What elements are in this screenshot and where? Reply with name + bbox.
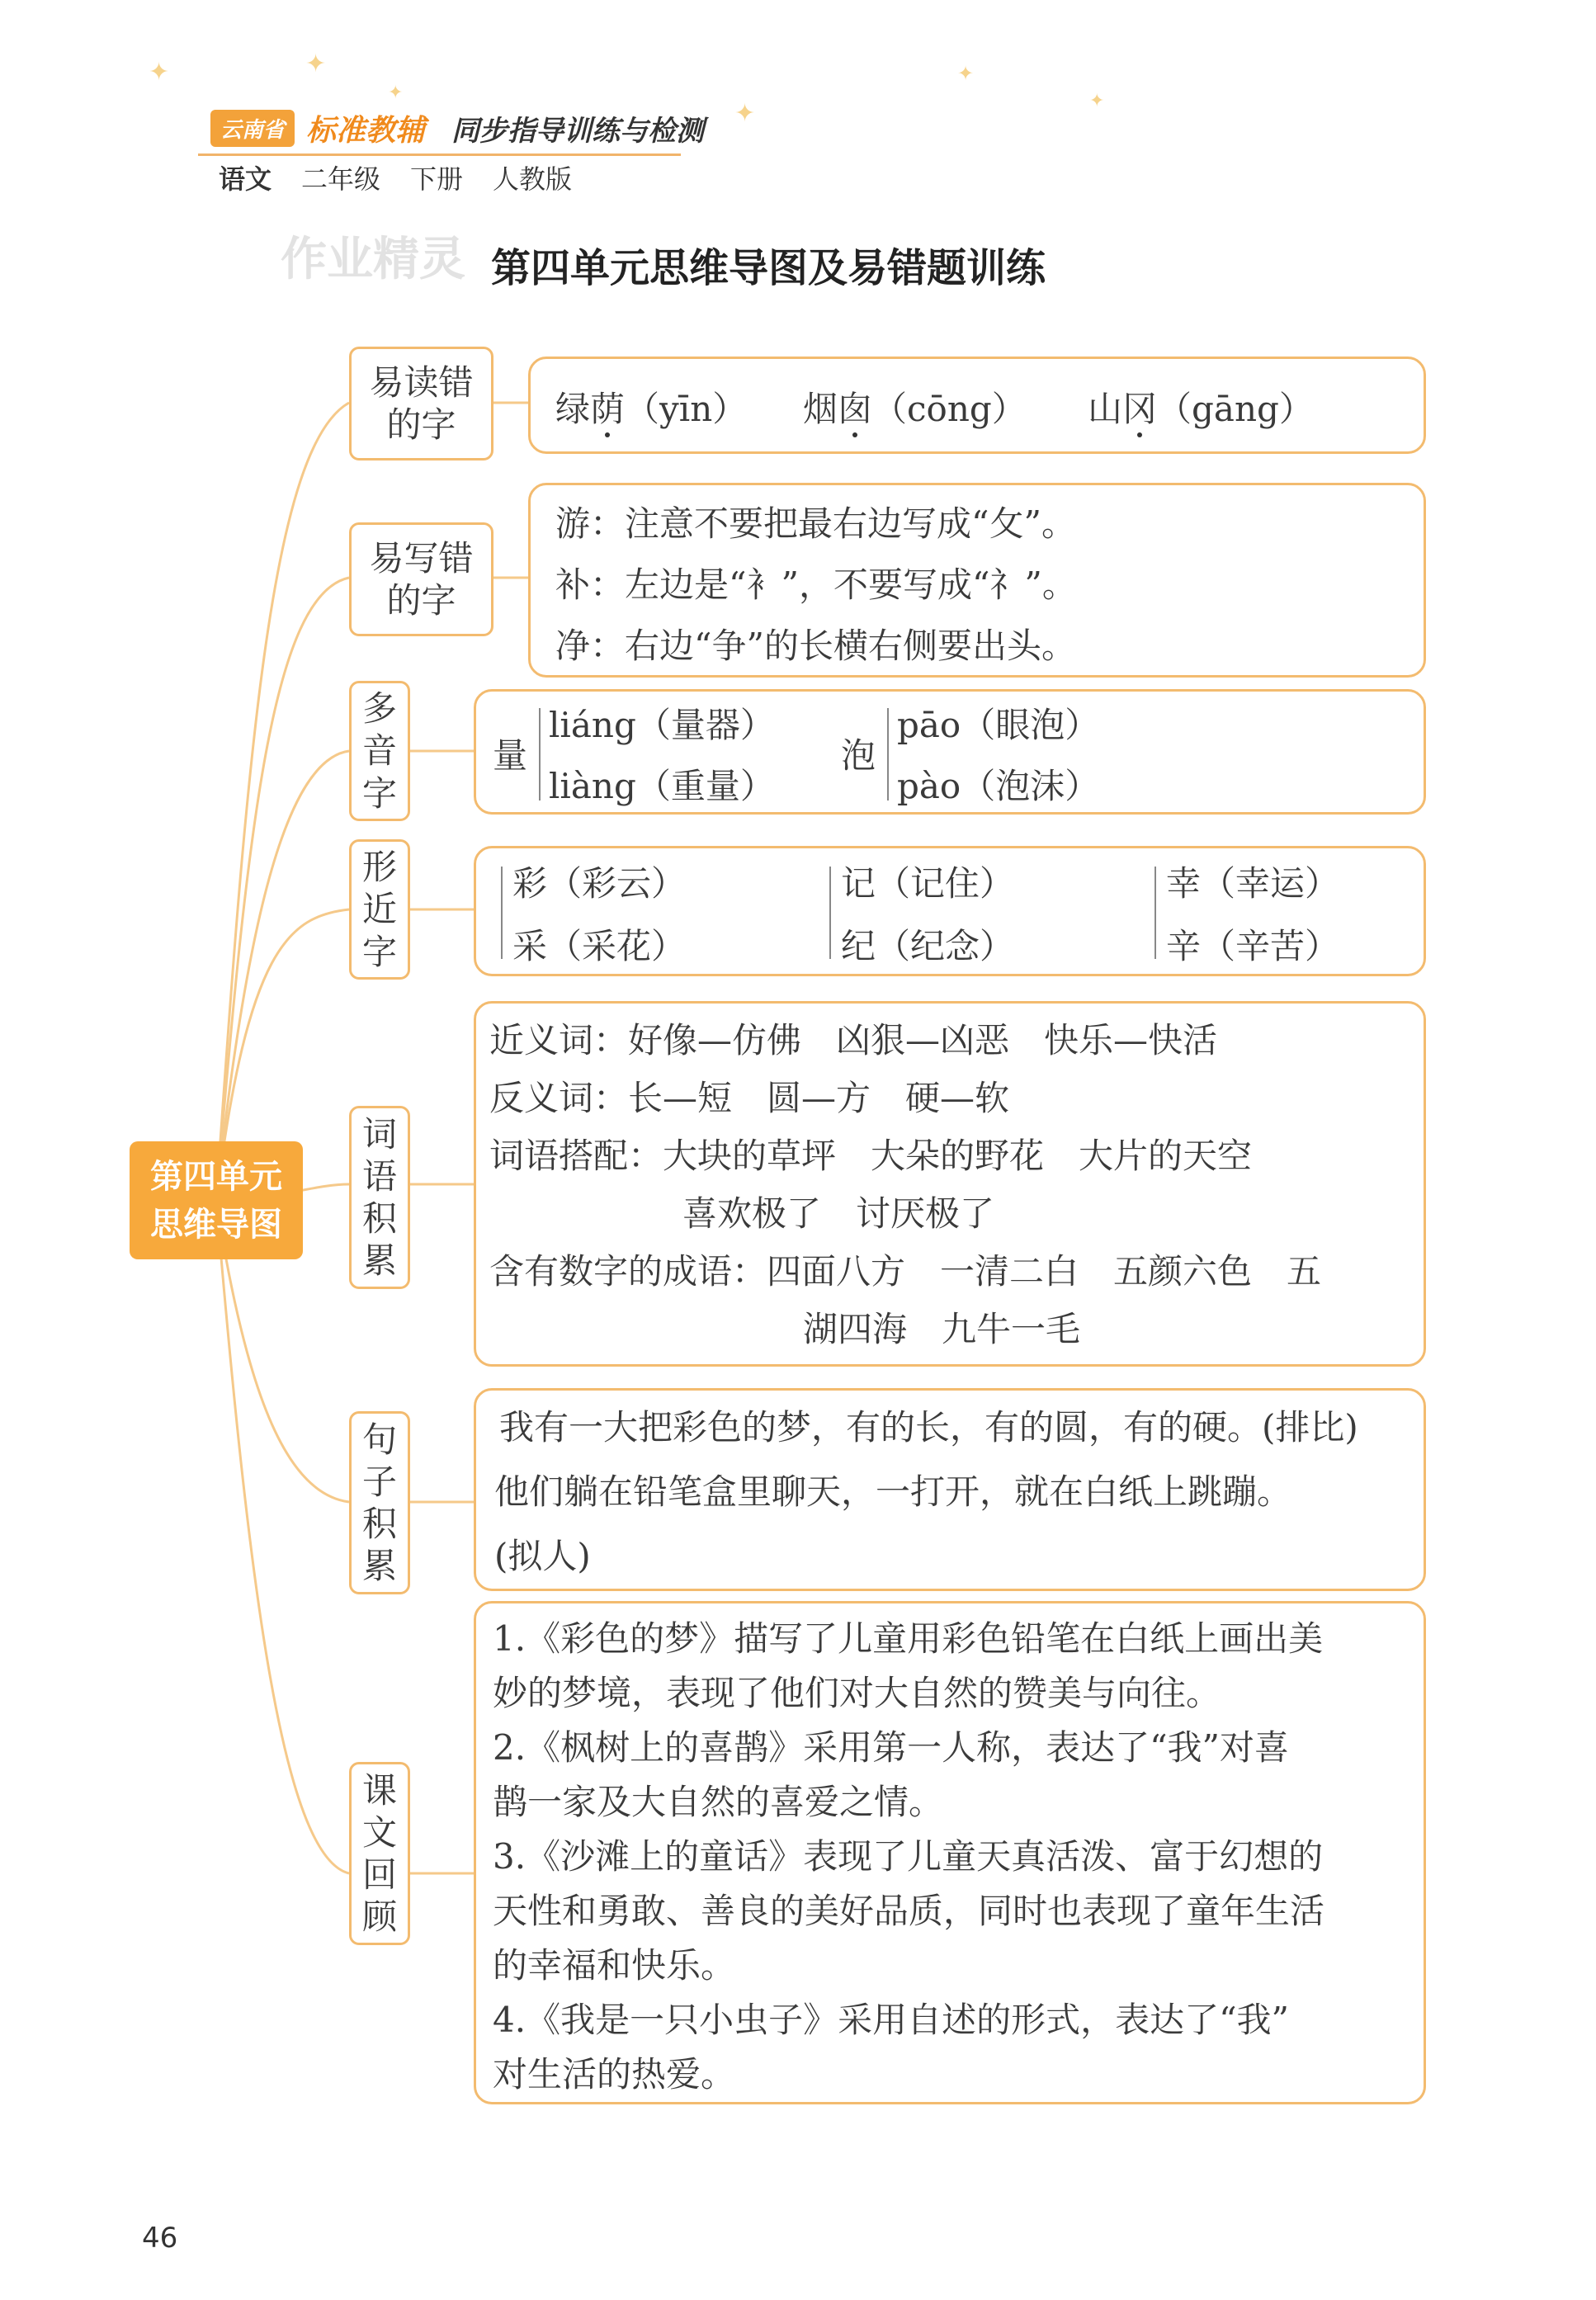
- branch-label: 文: [361, 1811, 397, 1853]
- similar-shape-box: [474, 846, 1426, 976]
- sentence-line: 我有一大把彩色的梦，有的长，有的圆，有的硬。(排比): [499, 1407, 1358, 1448]
- vocabulary-line: 湖四海 九牛一毛: [803, 1309, 1081, 1349]
- review-line: 妙的梦境，表现了他们对大自然的赞美与向往。: [493, 1673, 1221, 1713]
- vocabulary-line: 近义词：好像—仿佛 凶狠—凶恶 快乐—快活: [489, 1020, 1218, 1060]
- char-emphasis: 荫: [590, 389, 626, 429]
- mindmap-root: [130, 1141, 303, 1259]
- branch-label: 多: [361, 688, 397, 730]
- branch-label: 易写错: [369, 537, 474, 579]
- branch-label: 顾: [361, 1896, 397, 1938]
- branch-similar-shape: [349, 839, 410, 980]
- polyphonic-reading: liàng（重量）: [549, 766, 775, 806]
- branch-review: [349, 1762, 410, 1945]
- bracket-divider: [539, 708, 541, 801]
- sparkle-icon: ✦: [305, 50, 327, 78]
- branch-label: 近: [361, 889, 397, 930]
- brand-badge: 云南省: [210, 110, 295, 147]
- sparkle-icon: ✦: [149, 58, 170, 87]
- branch-label: 字: [361, 772, 397, 814]
- branch-easy-miswrite: [349, 522, 493, 636]
- similar-char: 记（记住）: [841, 863, 1015, 904]
- review-line: 1.《彩色的梦》描写了儿童用彩色铅笔在白纸上画出美: [493, 1618, 1324, 1659]
- polyphonic-char: 泡: [841, 735, 876, 776]
- bracket-divider: [829, 867, 831, 959]
- branch-easy-misread: [349, 347, 493, 460]
- vocabulary-line: 反义词：长—短 圆—方 硬—软: [489, 1078, 1010, 1118]
- edition: 人教版: [493, 163, 573, 195]
- root-label-line2: 思维导图: [150, 1205, 282, 1244]
- misread-box: [528, 357, 1426, 454]
- similar-char: 采（采花）: [512, 926, 687, 966]
- branch-label: 子: [361, 1461, 397, 1502]
- sentences-box: [474, 1388, 1426, 1591]
- page-title: 第四单元思维导图及易错题训练: [491, 245, 1046, 291]
- review-line: 鹊一家及大自然的喜爱之情。: [493, 1782, 944, 1822]
- vocabulary-line: 含有数字的成语：四面八方 一清二白 五颜六色 五: [489, 1251, 1322, 1292]
- bracket-divider: [501, 867, 503, 959]
- branch-label: 易读错: [369, 361, 474, 403]
- sparkle-icon: ✦: [957, 62, 975, 85]
- brand-name: 标准教辅: [306, 113, 426, 148]
- miswrite-line: 游：注意不要把最右边写成“攵”。: [555, 503, 1076, 544]
- review-line: 2.《枫树上的喜鹊》采用第一人称，表达了“我”对喜: [493, 1727, 1290, 1768]
- misread-item: [555, 382, 747, 432]
- branch-label: 的字: [386, 580, 456, 621]
- branch-label: 字: [361, 931, 397, 972]
- miswrite-line: 补：左边是“衤”，不要写成“礻”。: [555, 564, 1077, 605]
- char-emphasis: 冈: [1122, 389, 1158, 429]
- bracket-divider: [1155, 867, 1156, 959]
- connector-line: [216, 578, 349, 1201]
- polyphonic-char: 量: [493, 735, 528, 776]
- review-line: 的幸福和快乐。: [493, 1945, 736, 1986]
- series-title: 同步指导训练与检测: [451, 114, 705, 148]
- branch-label: 词: [361, 1113, 397, 1155]
- char-emphasis: 囱: [838, 389, 873, 429]
- polyphonic-reading: pāo（眼泡）: [897, 705, 1100, 745]
- volume: 下册: [410, 163, 464, 195]
- miswrite-box: [528, 483, 1426, 678]
- review-line: 对生活的热爱。: [493, 2054, 736, 2095]
- pinyin: （gāng）: [1157, 389, 1314, 429]
- branch-polyphonic: [349, 681, 410, 821]
- branch-label: 音: [361, 730, 397, 772]
- branch-label: 积: [361, 1504, 397, 1544]
- subject: 语文: [219, 163, 272, 195]
- polyphonic-reading: liáng（量器）: [549, 705, 775, 745]
- miswrite-line: 净：右边“争”的长横右侧要出头。: [555, 626, 1076, 666]
- branch-vocabulary: [349, 1106, 410, 1289]
- polyphonic-reading: pào（泡沫）: [897, 766, 1100, 806]
- branch-label: 语: [361, 1155, 397, 1197]
- branch-label: 课: [361, 1769, 397, 1811]
- review-line: 4.《我是一只小虫子》采用自述的形式，表达了“我”: [493, 2000, 1290, 2040]
- branch-sentences: [349, 1411, 410, 1594]
- watermark-stamp: 作业精灵: [281, 233, 465, 286]
- polyphonic-box: [474, 689, 1426, 815]
- pinyin: （cōng）: [872, 389, 1027, 429]
- review-line: 3.《沙滩上的童话》表现了儿童天真活泼、富于幻想的: [493, 1836, 1324, 1877]
- bracket-divider: [887, 708, 889, 801]
- similar-char: 纪（纪念）: [841, 926, 1015, 966]
- page-number: 46: [142, 2222, 178, 2255]
- char: 山: [1088, 389, 1123, 429]
- misread-item: [1088, 382, 1314, 432]
- char: 烟: [803, 389, 838, 429]
- pinyin: （yīn）: [625, 389, 748, 429]
- char: 绿: [555, 389, 591, 429]
- similar-char: 彩（彩云）: [512, 863, 687, 904]
- connector-line: [216, 1201, 349, 1873]
- review-line: 天性和勇敢、善良的美好品质，同时也表现了童年生活: [493, 1891, 1325, 1931]
- review-box: [474, 1601, 1426, 2104]
- sparkle-icon: ✦: [388, 83, 404, 103]
- vocabulary-box: [474, 1001, 1426, 1367]
- similar-char: 辛（辛苦）: [1166, 926, 1340, 966]
- branch-label: 积: [361, 1198, 397, 1239]
- root-label-line1: 第四单元: [150, 1157, 282, 1196]
- branch-label: 形: [361, 847, 397, 888]
- grade: 二年级: [301, 163, 381, 195]
- sentence-line: 他们躺在铅笔盒里聊天，一打开，就在白纸上跳蹦。: [494, 1471, 1292, 1512]
- branch-label: 的字: [386, 404, 456, 445]
- sparkle-icon: ✦: [1089, 91, 1105, 111]
- branch-label: 累: [361, 1546, 397, 1587]
- branch-label: 句: [361, 1419, 397, 1460]
- branch-label: 回: [361, 1854, 397, 1895]
- vocabulary-line: 词语搭配：大块的草坪 大朵的野花 大片的天空: [489, 1136, 1253, 1176]
- sparkle-icon: ✦: [734, 99, 756, 128]
- branch-label: 累: [361, 1240, 397, 1282]
- sentence-line: (拟人): [494, 1536, 591, 1576]
- misread-item: [803, 382, 1027, 432]
- similar-char: 幸（幸运）: [1166, 863, 1340, 904]
- vocabulary-line: 喜欢极了 讨厌极了: [682, 1193, 995, 1234]
